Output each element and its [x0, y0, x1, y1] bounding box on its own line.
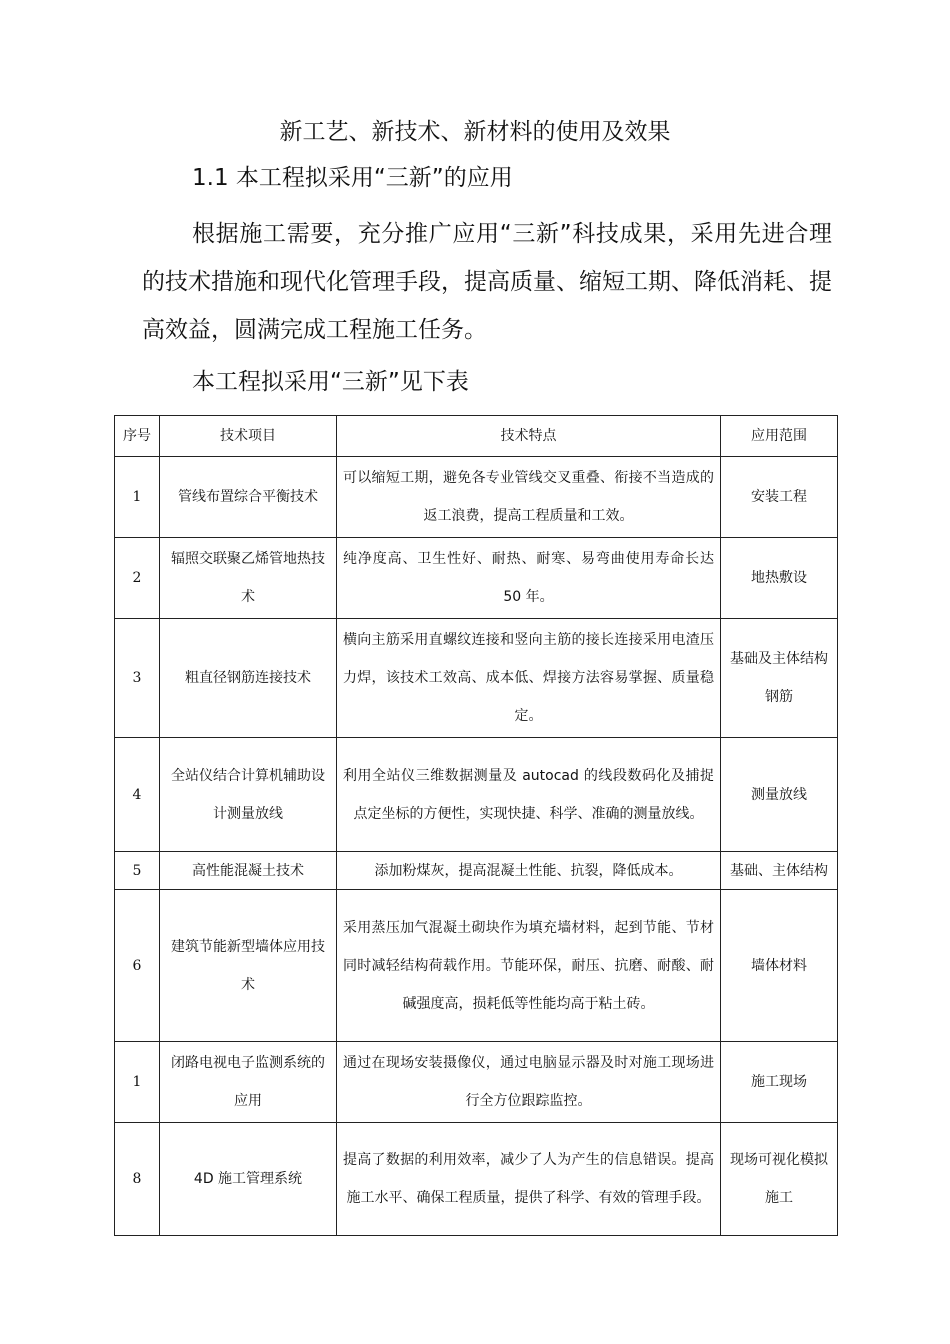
table-row: [115, 1042, 838, 1123]
row-scope: 墙体材料: [721, 890, 838, 1042]
row-item: 全站仪结合计算机辅助设计测量放线: [160, 738, 337, 852]
row-feature: 横向主筋采用直螺纹连接和竖向主筋的接长连接采用电渣压力焊，该技术工效高、成本低、焊接方法容易掌握、质量稳定。: [337, 619, 721, 738]
row-scope: 基础、主体结构: [721, 852, 838, 890]
row-no: 3: [115, 619, 160, 738]
row-item: 高性能混凝土技术: [160, 852, 337, 890]
row-scope: 基础及主体结构钢筋: [721, 619, 838, 738]
header-scope: 应用范围: [721, 416, 838, 457]
row-no: 8: [115, 1123, 160, 1236]
row-item: 辐照交联聚乙烯管地热技术: [160, 538, 337, 619]
table-row: [115, 852, 838, 890]
row-feature: 利用全站仪三维数据测量及 autocad 的线段数码化及捕捉点定坐标的方便性，实现快捷、科学、准确的测量放线。: [337, 738, 721, 852]
row-feature: 采用蒸压加气混凝土砌块作为填充墙材料，起到节能、节材同时减轻结构荷载作用。节能环保，耐压、抗磨、耐酸、耐碱强度高，损耗低等性能均高于粘土砖。: [337, 890, 721, 1042]
row-feature: 提高了数据的利用效率，减少了人为产生的信息错误。提高施工水平、确保工程质量，提供了科学、有效的管理手段。: [337, 1123, 721, 1236]
table-row: [115, 457, 838, 538]
row-scope: 施工现场: [721, 1042, 838, 1123]
table-header-row: [115, 416, 838, 457]
row-feature: 添加粉煤灰，提高混凝土性能、抗裂，降低成本。: [337, 852, 721, 890]
row-scope: 地热敷设: [721, 538, 838, 619]
table-caption: 本工程拟采用“三新”见下表: [192, 369, 469, 395]
row-no: 4: [115, 738, 160, 852]
row-scope: 测量放线: [721, 738, 838, 852]
row-no: 1: [115, 457, 160, 538]
table-row: [115, 890, 838, 1042]
page-title: 新工艺、新技术、新材料的使用及效果: [279, 119, 671, 145]
row-scope: 安装工程: [721, 457, 838, 538]
row-no: 2: [115, 538, 160, 619]
row-item: 闭路电视电子监测系统的应用: [160, 1042, 337, 1123]
header-no: 序号: [115, 416, 160, 457]
header-item: 技术项目: [160, 416, 337, 457]
row-no: 5: [115, 852, 160, 890]
row-item: 4D 施工管理系统: [160, 1123, 337, 1236]
row-no: 6: [115, 890, 160, 1042]
row-scope: 现场可视化模拟施工: [721, 1123, 838, 1236]
table-row: [115, 738, 838, 852]
row-item: 粗直径钢筋连接技术: [160, 619, 337, 738]
row-item: 建筑节能新型墙体应用技术: [160, 890, 337, 1042]
table-row: [115, 538, 838, 619]
row-item: 管线布置综合平衡技术: [160, 457, 337, 538]
section-heading: 1.1 本工程拟采用“三新”的应用: [192, 165, 513, 191]
row-feature: 纯净度高、卫生性好、耐热、耐寒、易弯曲使用寿命长达 50 年。: [337, 538, 721, 619]
header-feature: 技术特点: [337, 416, 721, 457]
technology-table: [114, 415, 838, 1236]
row-feature: 通过在现场安装摄像仪，通过电脑显示器及时对施工现场进行全方位跟踪监控。: [337, 1042, 721, 1123]
row-no: 1: [115, 1042, 160, 1123]
intro-paragraph: 根据施工需要，充分推广应用“三新”科技成果，采用先进合理的技术措施和现代化管理手段，提高质量、缩短工期、降低消耗、提高效益，圆满完成工程施工任务。: [142, 221, 832, 343]
row-feature: 可以缩短工期，避免各专业管线交叉重叠、衔接不当造成的返工浪费，提高工程质量和工效。: [337, 457, 721, 538]
table-row: [115, 619, 838, 738]
table-row: [115, 1123, 838, 1236]
